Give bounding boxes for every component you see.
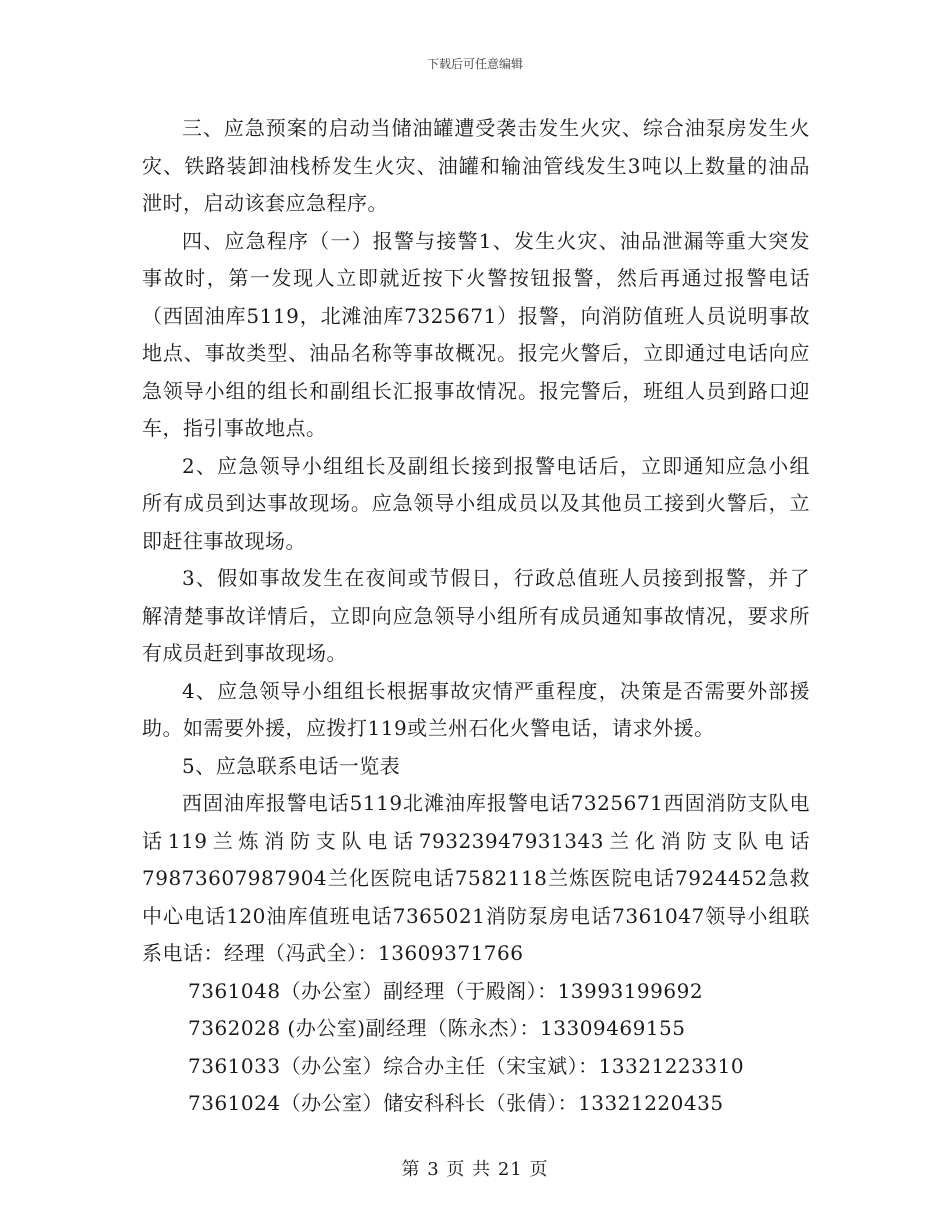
paragraph-emergency-plan-activation: 三、应急预案的启动当储油罐遭受袭击发生火灾、综合油泵房发生火灾、铁路装卸油栈桥发生火灾、油罐和输油管线发生3吨以上数量的油品泄时，启动该套应急程序。 <box>142 116 810 215</box>
paragraph-leader-notification: 2、应急领导小组组长及副组长接到报警电话后，立即通知应急小组所有成员到达事故现场。应急领导小组成员以及其他员工接到火警后，立即赶往事故现场。 <box>142 453 810 553</box>
paragraph-night-holiday-duty: 3、假如事故发生在夜间或节假日，行政总值班人员接到报警，并了解清楚事故详情后，立即向应急领导小组所有成员通知事故情况，要求所有成员赶到事故现场。 <box>142 566 810 665</box>
contact-line-section-chief-zhang: 7361024（办公室）储安科科长（张倩）：13321220435 <box>188 1091 724 1115</box>
paragraph-external-assistance: 4、应急领导小组组长根据事故灾情严重程度，决策是否需要外部援助。如需要外援，应拨打119或兰州石化火警电话，请求外援。 <box>142 678 810 740</box>
document-body <box>142 110 810 1123</box>
contact-line-deputy-manager-yu: 7361048（办公室）副经理（于殿阁）：13993199692 <box>188 978 704 1003</box>
page-number-footer: 第 3 页 共 21 页 <box>401 1159 549 1180</box>
paragraph-contact-list-heading: 5、应急联系电话一览表 <box>182 753 401 778</box>
paragraph-emergency-procedure-alarm: 四、应急程序（一）报警与接警1、发生火灾、油品泄漏等重大突发事故时，第一发现人立即就近按下火警按钮报警，然后再通过报警电话（西固油库5119，北滩油库7325671）报警，向消防值班人员说明事故地点、事故类型、油品名称等事故概况。报完火警后，立即通过电话向应急领导小组的组长和副组长汇报事故情况。报完警后，班组人员到路口迎车，指引事故地点。 <box>142 228 810 440</box>
contact-line-office-director-song: 7361033（办公室）综合办主任（宋宝斌）：13321223310 <box>188 1053 745 1078</box>
contact-line-deputy-manager-chen: 7362028 (办公室)副经理（陈永杰）：13309469155 <box>188 1016 686 1040</box>
paragraph-contact-phones: 西固油库报警电话5119北滩油库报警电话7325671西固消防支队电话119兰炼消防支队电话79323947931343兰化消防支队电话79873607987904兰化医院电话7582118兰炼医院电话7924452急救中心电话120油库值班电话7365021消防泵房电话7361047领导小组联系电话：经理（冯武全）：13609371766 <box>142 791 810 965</box>
page-header: 下载后可任意编辑 <box>426 57 523 71</box>
